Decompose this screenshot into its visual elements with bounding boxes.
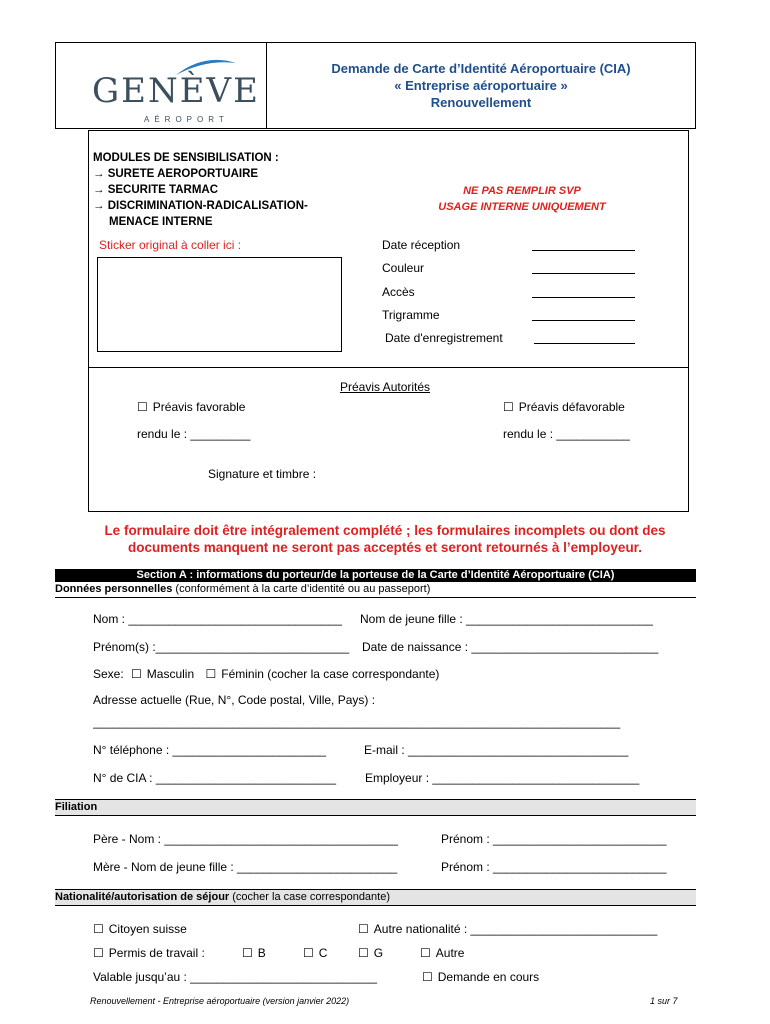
header-box (55, 42, 696, 129)
title-line-1: Demande de Carte d’Identité Aéroportuaire (CIA) (331, 61, 631, 76)
rendu-left[interactable]: rendu le : _________ (137, 427, 251, 441)
enregistrement-line[interactable] (534, 331, 635, 344)
title-line-2: « Entreprise aéroportuaire » (394, 78, 568, 93)
footer-text: Renouvellement - Entreprise aéroportuaire (version janvier 2022) (90, 996, 350, 1006)
filiation-header: Filiation (55, 799, 696, 816)
preavis-favorable-checkbox[interactable]: ☐ Préavis favorable (137, 400, 245, 414)
preavis-defavorable-checkbox[interactable]: ☐ Préavis défavorable (503, 400, 625, 414)
completion-warning: Le formulaire doit être intégralement complété ; les formulaires incomplets ou dont des documents manquent ne seront pas acceptés et seront retournés à l’employeur. (104, 523, 666, 555)
nom-jeune-fille-field[interactable]: Nom de jeune fille : ____________________________ (360, 612, 653, 626)
citoyen-suisse-checkbox[interactable]: ☐ Citoyen suisse (93, 922, 187, 936)
cia-field[interactable]: N° de CIA : ___________________________ (93, 771, 337, 785)
trigramme-line[interactable] (532, 308, 635, 321)
trigramme-label: Trigramme (382, 308, 440, 322)
permis-g-checkbox[interactable]: ☐ G (358, 946, 383, 960)
date-naissance-field[interactable]: Date de naissance : ____________________________ (362, 640, 659, 654)
pere-prenom-field[interactable]: Prénom : __________________________ (441, 832, 667, 846)
internal-use-notice: NE PAS REMPLIR SVP USAGE INTERNE UNIQUEMENT (438, 185, 606, 213)
acces-label: Accès (382, 285, 415, 299)
couleur-label: Couleur (382, 261, 425, 275)
modules-list (93, 150, 308, 230)
adresse-line[interactable]: _______________________________________________________________________________ (93, 715, 621, 729)
permis-b-checkbox[interactable]: ☐ B (242, 946, 266, 960)
pere-nom-field[interactable]: Père - Nom : ___________________________________ (93, 832, 398, 846)
geneve-aeroport-logo: GENÈVE AÉROPORT (56, 43, 267, 128)
nom-field[interactable]: Nom : ________________________________ (93, 612, 342, 626)
module-item: MENACE INTERNE (109, 216, 213, 228)
box-divider (89, 367, 688, 368)
enregistrement-label: Date d'enregistrement (385, 331, 503, 345)
modules-heading: MODULES DE SENSIBILISATION : (93, 152, 279, 164)
reception-line[interactable] (532, 238, 635, 251)
email-field[interactable]: E-mail : _________________________________ (364, 743, 629, 757)
nationalite-header: Nationalité/autorisation de séjour (cocher la case correspondante) (55, 889, 696, 906)
mere-nom-field[interactable]: Mère - Nom de jeune fille : ________________________ (93, 860, 398, 874)
reception-label: Date réception (382, 238, 461, 252)
masculin-checkbox[interactable]: ☐ Masculin (131, 667, 194, 681)
feminin-checkbox[interactable]: ☐ Féminin (cocher la case correspondante) (206, 667, 440, 681)
valable-field[interactable]: Valable jusqu’au : ____________________________ (93, 970, 378, 984)
personal-data-subheader: Données personnelles (conformément à la carte d’identité ou au passeport) (55, 582, 696, 598)
couleur-line[interactable] (532, 261, 635, 274)
prenom-field[interactable]: Prénom(s) :_____________________________ (93, 640, 350, 654)
sticker-label: Sticker original à coller ici : (99, 238, 242, 252)
adresse-label: Adresse actuelle (Rue, N°, Code postal, Ville, Pays) : (93, 693, 376, 707)
module-item: → DISCRIMINATION-RADICALISATION- (93, 200, 308, 212)
sticker-area[interactable] (97, 257, 342, 352)
section-a-header: Section A : informations du porteur/de la porteuse de la Carte d’Identité Aéroportuaire (CIA) (55, 569, 696, 582)
title-line-3: Renouvellement (430, 95, 532, 110)
permis-travail-label: ☐ Permis de travail : (93, 946, 205, 960)
permis-c-checkbox[interactable]: ☐ C (303, 946, 327, 960)
preavis-title: Préavis Autorités (340, 380, 431, 394)
rendu-right[interactable]: rendu le : ___________ (503, 427, 630, 441)
module-item: → SURETE AEROPORTUAIRE (93, 168, 259, 180)
autre-nationalite-checkbox[interactable]: ☐ Autre nationalité : ____________________________ (358, 922, 657, 936)
mere-prenom-field[interactable]: Prénom : __________________________ (441, 860, 667, 874)
page-number: 1 sur 7 (650, 996, 678, 1006)
employeur-field[interactable]: Employeur : _______________________________ (365, 771, 640, 785)
signature-label: Signature et timbre : (208, 467, 317, 481)
acces-line[interactable] (532, 285, 635, 298)
permis-autre-checkbox[interactable]: ☐ Autre (420, 946, 464, 960)
module-item: → SECURITE TARMAC (93, 184, 219, 196)
sexe-row: Sexe: ☐ Masculin ☐ Féminin (cocher la case correspondante) (93, 667, 439, 681)
telephone-field[interactable]: N° téléphone : _______________________ (93, 743, 327, 757)
demande-en-cours-checkbox[interactable]: ☐ Demande en cours (422, 970, 539, 984)
form-title (267, 43, 695, 128)
